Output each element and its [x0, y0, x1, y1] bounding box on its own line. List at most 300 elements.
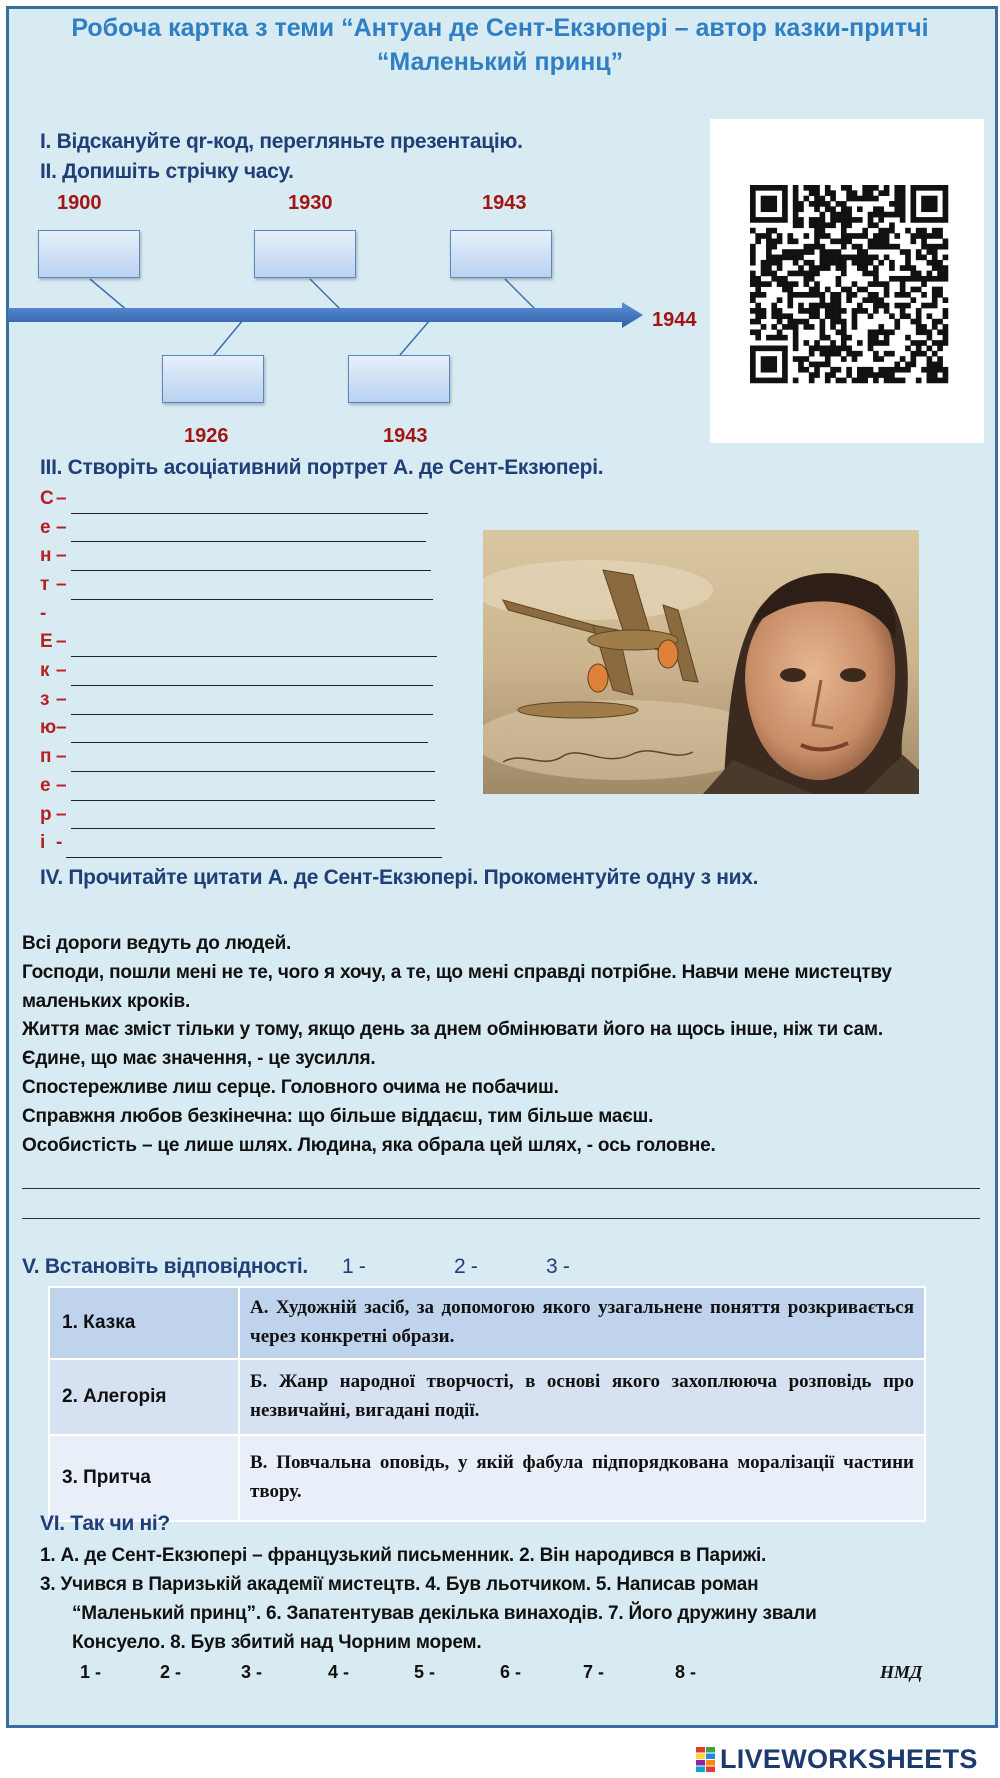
qr-module [793, 249, 799, 255]
qr-module [825, 378, 831, 384]
qr-module [857, 372, 863, 378]
qr-module [755, 287, 761, 293]
qr-module [782, 276, 788, 282]
qr-module [771, 260, 777, 266]
qr-module [916, 378, 922, 384]
qr-module [905, 313, 911, 319]
qr-module [943, 201, 949, 207]
qr-module [755, 335, 761, 341]
timeline-year-end: 1944 [652, 309, 697, 331]
qr-module [916, 276, 922, 282]
qr-module [830, 190, 836, 196]
qr-module [814, 265, 820, 271]
qr-module [814, 206, 820, 212]
qr-module [804, 260, 810, 266]
qr-module [921, 255, 927, 261]
qr-module [884, 308, 890, 314]
qr-module [927, 271, 933, 277]
qr-module [921, 276, 927, 282]
qr-module [868, 281, 874, 287]
qr-module [878, 329, 884, 335]
qr-module [830, 351, 836, 357]
qr-module [782, 185, 788, 191]
qr-module [809, 222, 815, 228]
qr-module [841, 212, 847, 218]
worksheet-title-line1: Робоча картка з теми “Антуан де Сент-Екзюпері – автор казки-притчі [71, 14, 929, 42]
qr-module [846, 185, 852, 191]
qr-module [761, 201, 767, 207]
acrostic-dash: – [56, 487, 67, 509]
qr-module [830, 222, 836, 228]
acrostic-row [40, 542, 442, 571]
qr-module [846, 367, 852, 373]
qr-module [841, 206, 847, 212]
acrostic-answer-line[interactable] [71, 753, 435, 772]
qr-module [804, 249, 810, 255]
qr-module [878, 281, 884, 287]
qr-module [761, 362, 767, 368]
qr-module [766, 265, 772, 271]
acrostic-row [40, 743, 442, 772]
qr-module [841, 185, 847, 191]
qr-module [782, 313, 788, 319]
qr-module [771, 362, 777, 368]
timeline-connector [505, 279, 537, 311]
qr-module [852, 324, 858, 330]
qr-module [873, 233, 879, 239]
qr-module [836, 351, 842, 357]
qr-module [927, 356, 933, 362]
qr-module [857, 249, 863, 255]
qr-module [809, 324, 815, 330]
qr-module [830, 212, 836, 218]
qr-module [862, 372, 868, 378]
qr-module [787, 239, 793, 245]
qr-module [820, 319, 826, 325]
qr-module [937, 340, 943, 346]
qr-module [841, 217, 847, 223]
qr-module [937, 271, 943, 277]
qr-module [932, 255, 938, 261]
qr-module [782, 201, 788, 207]
acrostic-answer-line[interactable] [71, 523, 426, 542]
qr-module [873, 297, 879, 303]
acrostic-answer-line[interactable] [71, 495, 428, 514]
qr-module [793, 335, 799, 341]
qr-module [809, 249, 815, 255]
qr-module [755, 346, 761, 352]
qr-module [830, 292, 836, 298]
timeline-connector [90, 279, 128, 311]
acrostic-row [40, 772, 442, 801]
qr-module [761, 260, 767, 266]
qr-module [814, 244, 820, 250]
qr-module [841, 329, 847, 335]
qr-module [766, 255, 772, 261]
qr-module [927, 346, 933, 352]
qr-module [878, 356, 884, 362]
qr-module [830, 308, 836, 314]
match-answer-2[interactable]: 2 - [454, 1255, 478, 1278]
qr-module [804, 340, 810, 346]
qr-module [868, 372, 874, 378]
acrostic-answer-line[interactable] [71, 581, 433, 600]
qr-module [841, 244, 847, 250]
qr-module [809, 351, 815, 357]
qr-module [884, 190, 890, 196]
qr-module [841, 378, 847, 384]
qr-module [927, 185, 933, 191]
qr-module [809, 201, 815, 207]
qr-module [846, 217, 852, 223]
qr-module [771, 276, 777, 282]
qr-module [750, 356, 756, 362]
qr-module [884, 303, 890, 309]
qr-module [894, 196, 900, 202]
qr-module [927, 196, 933, 202]
qr-module [873, 292, 879, 298]
quote-line: Господи, пошли мені не те, чого я хочу, а те, що мені справді потрібне. Навчи мене мистецтву [22, 961, 892, 983]
qr-module [793, 201, 799, 207]
qr-module [814, 185, 820, 191]
qr-module [777, 378, 783, 384]
qr-module [878, 212, 884, 218]
qr-module [825, 249, 831, 255]
qr-module [830, 346, 836, 352]
qr-module [755, 239, 761, 245]
qr-module [852, 378, 858, 384]
qr-module [927, 335, 933, 341]
qr-module [782, 324, 788, 330]
true-false-answer-2[interactable]: 2 - [160, 1662, 182, 1682]
qr-module [932, 351, 938, 357]
qr-module [820, 212, 826, 218]
qr-module [777, 308, 783, 314]
qr-module [777, 313, 783, 319]
qr-module [889, 260, 895, 266]
timeline-answer-box-1900[interactable] [38, 230, 140, 278]
qr-module [937, 228, 943, 234]
qr-module [868, 244, 874, 250]
qr-module [857, 303, 863, 309]
qr-module [857, 340, 863, 346]
acrostic-answer-line[interactable] [71, 552, 431, 571]
qr-module [820, 292, 826, 298]
timeline-answer-box-1943-top[interactable] [450, 230, 552, 278]
term-cell: 2. Алегорія [49, 1359, 239, 1435]
qr-module [868, 217, 874, 223]
qr-module [900, 265, 906, 271]
qr-module [889, 212, 895, 218]
qr-module [830, 217, 836, 223]
qr-module [841, 201, 847, 207]
qr-module [868, 271, 874, 277]
qr-module [846, 255, 852, 261]
table-row [49, 1435, 925, 1521]
qr-module [841, 255, 847, 261]
definition-cell: Б. Жанр народної творчості, в основі якого захоплююча розповідь про незвичайні, вигадані події. [239, 1359, 925, 1435]
qr-module [862, 196, 868, 202]
qr-module [766, 244, 772, 250]
qr-module [825, 356, 831, 362]
true-false-answer-3[interactable]: 3 - [241, 1662, 263, 1682]
true-false-answer-7[interactable]: 7 - [583, 1662, 605, 1682]
qr-module [921, 185, 927, 191]
worksheet-title-line2: “Маленький принц” [376, 48, 624, 76]
qr-module [771, 217, 777, 223]
acrostic-answer-line[interactable] [71, 810, 435, 829]
qr-module [830, 319, 836, 325]
qr-module [820, 265, 826, 271]
qr-module [777, 319, 783, 325]
qr-module [777, 276, 783, 282]
qr-module [878, 244, 884, 250]
qr-module [868, 340, 874, 346]
qr-module [916, 287, 922, 293]
qr-module [787, 233, 793, 239]
qr-module [750, 351, 756, 357]
qr-module [884, 239, 890, 245]
acrostic-letter: ю [40, 717, 57, 739]
qr-module [916, 329, 922, 335]
qr-module [905, 346, 911, 352]
qr-module [814, 303, 820, 309]
qr-module [766, 281, 772, 287]
table-row [49, 1359, 925, 1435]
qr-module [766, 378, 772, 384]
comment-answer-line[interactable] [22, 1188, 980, 1189]
acrostic-dash: – [56, 717, 67, 739]
qr-module [894, 303, 900, 309]
qr-module [900, 201, 906, 207]
qr-module [761, 313, 767, 319]
qr-module [782, 287, 788, 293]
term-cell: 1. Казка [49, 1287, 239, 1359]
acrostic-answer-line[interactable] [71, 782, 435, 801]
qr-module [857, 367, 863, 373]
qr-module [846, 297, 852, 303]
qr-module [932, 276, 938, 282]
acrostic-answer-line[interactable] [71, 696, 433, 715]
qr-module [911, 201, 917, 207]
qr-module [916, 271, 922, 277]
qr-module [937, 287, 943, 293]
qr-module [766, 185, 772, 191]
qr-module [862, 367, 868, 373]
qr-module [771, 196, 777, 202]
qr-module [927, 249, 933, 255]
qr-module [809, 313, 815, 319]
acrostic-dash: – [56, 660, 67, 682]
qr-module [798, 249, 804, 255]
qr-module [820, 335, 826, 341]
match-answer-1[interactable]: 1 - [342, 1255, 366, 1278]
qr-module [750, 346, 756, 352]
qr-module [916, 346, 922, 352]
qr-module [862, 255, 868, 261]
qr-module [873, 372, 879, 378]
qr-module [868, 335, 874, 341]
definition-cell: А. Художній засіб, за допомогою якого узагальнене поняття розкривається через конкретні образи. [239, 1287, 925, 1359]
qr-module [916, 313, 922, 319]
qr-module [905, 265, 911, 271]
true-false-answer-5[interactable]: 5 - [414, 1662, 436, 1682]
qr-module [846, 351, 852, 357]
qr-module [852, 351, 858, 357]
acrostic-answer-line[interactable] [71, 724, 428, 743]
true-false-answer-4[interactable]: 4 - [328, 1662, 350, 1682]
acrostic-dash: – [56, 746, 67, 768]
qr-module [852, 356, 858, 362]
qr-module [894, 206, 900, 212]
qr-module [782, 351, 788, 357]
qr-module [932, 249, 938, 255]
qr-module [921, 201, 927, 207]
timeline-year: 1943 [383, 425, 428, 447]
qr-module [905, 362, 911, 368]
qr-module [937, 217, 943, 223]
qr-module [911, 206, 917, 212]
qr-module [820, 303, 826, 309]
qr-module [841, 228, 847, 234]
timeline-answer-box-1943-bottom[interactable] [348, 355, 450, 403]
qr-module [911, 190, 917, 196]
comment-answer-line[interactable] [22, 1218, 980, 1219]
qr-module [809, 372, 815, 378]
qr-module [755, 217, 761, 223]
timeline-answer-box-1930[interactable] [254, 230, 356, 278]
acrostic-row [40, 600, 442, 629]
qr-module [932, 217, 938, 223]
qr-module [814, 287, 820, 293]
qr-module [787, 255, 793, 261]
qr-module [830, 303, 836, 309]
qr-module [889, 201, 895, 207]
match-answer-3[interactable]: 3 - [546, 1255, 570, 1278]
true-false-answer-8[interactable]: 8 - [675, 1662, 697, 1682]
qr-module [868, 239, 874, 245]
qr-module [782, 190, 788, 196]
qr-module [900, 217, 906, 223]
qr-module [873, 276, 879, 282]
timeline-connector [214, 320, 243, 355]
qr-module [857, 244, 863, 250]
qr-module [873, 378, 879, 384]
qr-module [868, 313, 874, 319]
qr-module [927, 201, 933, 207]
acrostic-answer-line[interactable] [71, 638, 437, 657]
qr-module [830, 324, 836, 330]
qr-module [750, 378, 756, 384]
qr-module [787, 319, 793, 325]
qr-module [937, 319, 943, 325]
qr-module [937, 346, 943, 352]
qr-module [937, 367, 943, 373]
acrostic-answer-line[interactable] [66, 839, 442, 858]
qr-module [750, 249, 756, 255]
qr-module [836, 313, 842, 319]
term-cell: 3. Притча [49, 1435, 239, 1521]
qr-module [873, 329, 879, 335]
qr-module [873, 244, 879, 250]
qr-module [814, 217, 820, 223]
qr-module [798, 362, 804, 368]
qr-module [911, 271, 917, 277]
qr-module [862, 260, 868, 266]
qr-module [862, 185, 868, 191]
qr-module [894, 367, 900, 373]
qr-module [836, 260, 842, 266]
qr-module [884, 372, 890, 378]
liveworksheets-logo[interactable] [696, 1744, 978, 1775]
true-false-answer-1[interactable]: 1 - [80, 1662, 102, 1682]
qr-module [836, 297, 842, 303]
qr-module [771, 239, 777, 245]
qr-module [857, 233, 863, 239]
qr-module [750, 319, 756, 325]
qr-module [825, 206, 831, 212]
qr-module [761, 271, 767, 277]
qr-module [905, 249, 911, 255]
qr-module [846, 206, 852, 212]
qr-module [889, 367, 895, 373]
acrostic-answer-line[interactable] [71, 667, 433, 686]
qr-module [873, 340, 879, 346]
qr-module [766, 249, 772, 255]
qr-module [830, 260, 836, 266]
timeline-answer-box-1926[interactable] [162, 355, 264, 403]
quote-line: маленьких кроків. [22, 990, 191, 1012]
qr-module [793, 378, 799, 384]
qr-module [884, 351, 890, 357]
qr-module [793, 255, 799, 261]
qr-module [809, 378, 815, 384]
qr-module [873, 265, 879, 271]
qr-module [761, 206, 767, 212]
qr-module [777, 281, 783, 287]
acrostic-dash: – [56, 631, 67, 653]
qr-module [889, 378, 895, 384]
qr-module [814, 281, 820, 287]
qr-module [937, 276, 943, 282]
qr-module [943, 329, 949, 335]
qr-module [841, 265, 847, 271]
qr-module [793, 217, 799, 223]
true-false-answer-6[interactable]: 6 - [500, 1662, 522, 1682]
qr-code[interactable] [710, 119, 984, 443]
acrostic-letter: т [40, 574, 50, 596]
true-false-statements-line: 3. Учився в Паризькій академії мистецтв. 4. Був льотчиком. 5. Написав роман [40, 1574, 759, 1595]
qr-module [771, 346, 777, 352]
qr-module [798, 222, 804, 228]
qr-module [761, 346, 767, 352]
qr-module [814, 239, 820, 245]
qr-module [894, 362, 900, 368]
qr-module [862, 233, 868, 239]
qr-module [787, 297, 793, 303]
qr-module [905, 260, 911, 266]
qr-module [750, 362, 756, 368]
acrostic-list [40, 485, 442, 858]
qr-module [900, 367, 906, 373]
qr-module [927, 329, 933, 335]
qr-module [793, 206, 799, 212]
qr-module [836, 319, 842, 325]
qr-module [750, 255, 756, 261]
qr-module [932, 324, 938, 330]
qr-module [873, 271, 879, 277]
qr-module [852, 292, 858, 298]
